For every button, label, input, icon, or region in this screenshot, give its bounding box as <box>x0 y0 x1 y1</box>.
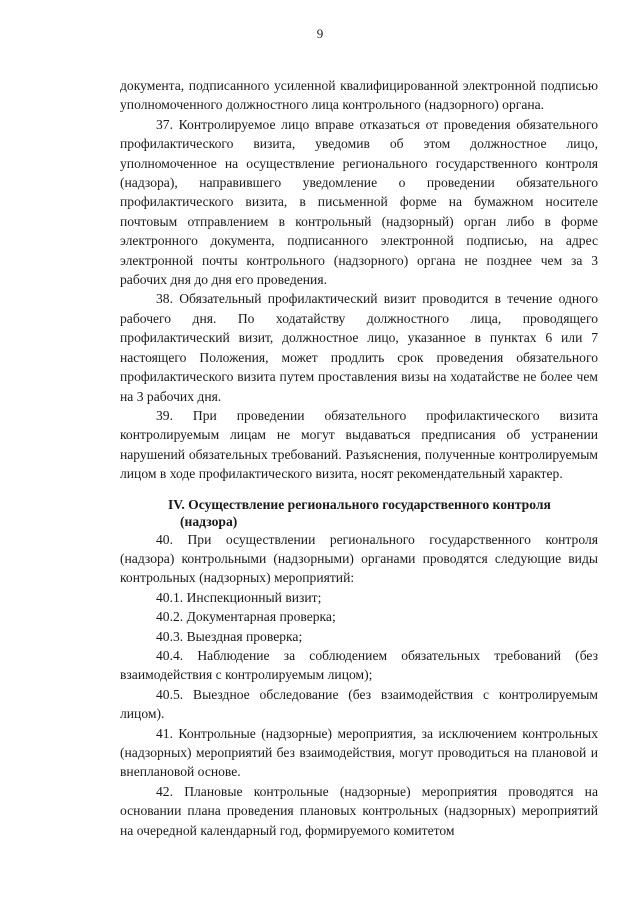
paragraph-40-3: 40.3. Выездная проверка; <box>156 628 303 644</box>
paragraph-40-2: 40.2. Документарная проверка; <box>156 609 336 625</box>
paragraph-41: 41. Контрольные (надзорные) мероприятия, за исключением контрольных (надзорных) мероприятий без взаимодействия, могут проводиться на плановой и внеплановой основе. <box>120 725 598 780</box>
paragraph-37: 37. Контролируемое лицо вправе отказаться от проведения обязательного профилактического визита, уведомив об этом должностное лицо, уполномоченное на осуществление регионального государственного контроля (надзора), направившего уведомление о проведении обязательного профилактического визита, в письменной форме на бумажном носителе почтовым отправлением в контрольный (надзорный) орган либо в форме электронного документа, подписанного электронной подписью, на адрес электронной почты контрольного (надзорного) органа не позднее чем за 3 рабочих дня до дня его проведения. <box>120 116 598 288</box>
paragraph-40-1: 40.1. Инспекционный визит; <box>156 589 322 605</box>
paragraph-42: 42. Плановые контрольные (надзорные) мероприятия проводятся на основании плана проведения плановых контрольных (надзорных) мероприятий на очередной календарный год, формируемого комитетом <box>120 783 598 838</box>
paragraph-continuation: документа, подписанного усиленной квалифицированной электронной подписью уполномоченного должностного лица контрольного (надзорного) органа. <box>120 78 598 113</box>
paragraph-38: 38. Обязательный профилактический визит проводится в течение одного рабочего дня. По ходатайству должностного лица, проводящего профилактический визит, должностное лицо, указанное в пунктах 6 или 7 настоящего Положения, может продлить срок проведения обязательного профилактического визита путем проставления визы на ходатайстве не более чем на 3 рабочих дня. <box>120 291 598 404</box>
page-number: 9 <box>316 26 324 41</box>
section-heading-line-2: (надзора) <box>180 513 238 529</box>
document-body <box>120 76 598 840</box>
paragraph-40-5: 40.5. Выездное обследование (без взаимодействия с контролируемым лицом). <box>120 686 598 722</box>
paragraph-39: 39. При проведении обязательного профилактического визита контролируемым лицам не могут выдаваться предписания об устранении нарушений обязательных требований. Разъяснения, полученные контролируемым лицом в ходе профилактического визита, носят рекомендательный характер. <box>120 407 598 482</box>
section-heading <box>120 496 598 530</box>
paragraph-40: 40. При осуществлении регионального государственного контроля (надзора) контрольными (надзорными) органами проводятся следующие виды контрольных (надзорных) мероприятий: <box>120 531 598 586</box>
paragraph-40-4: 40.4. Наблюдение за соблюдением обязательных требований (без взаимодействия с контролируемым лицом); <box>120 647 598 683</box>
section-heading-line-1: IV. Осуществление регионального государственного контроля <box>168 496 551 512</box>
